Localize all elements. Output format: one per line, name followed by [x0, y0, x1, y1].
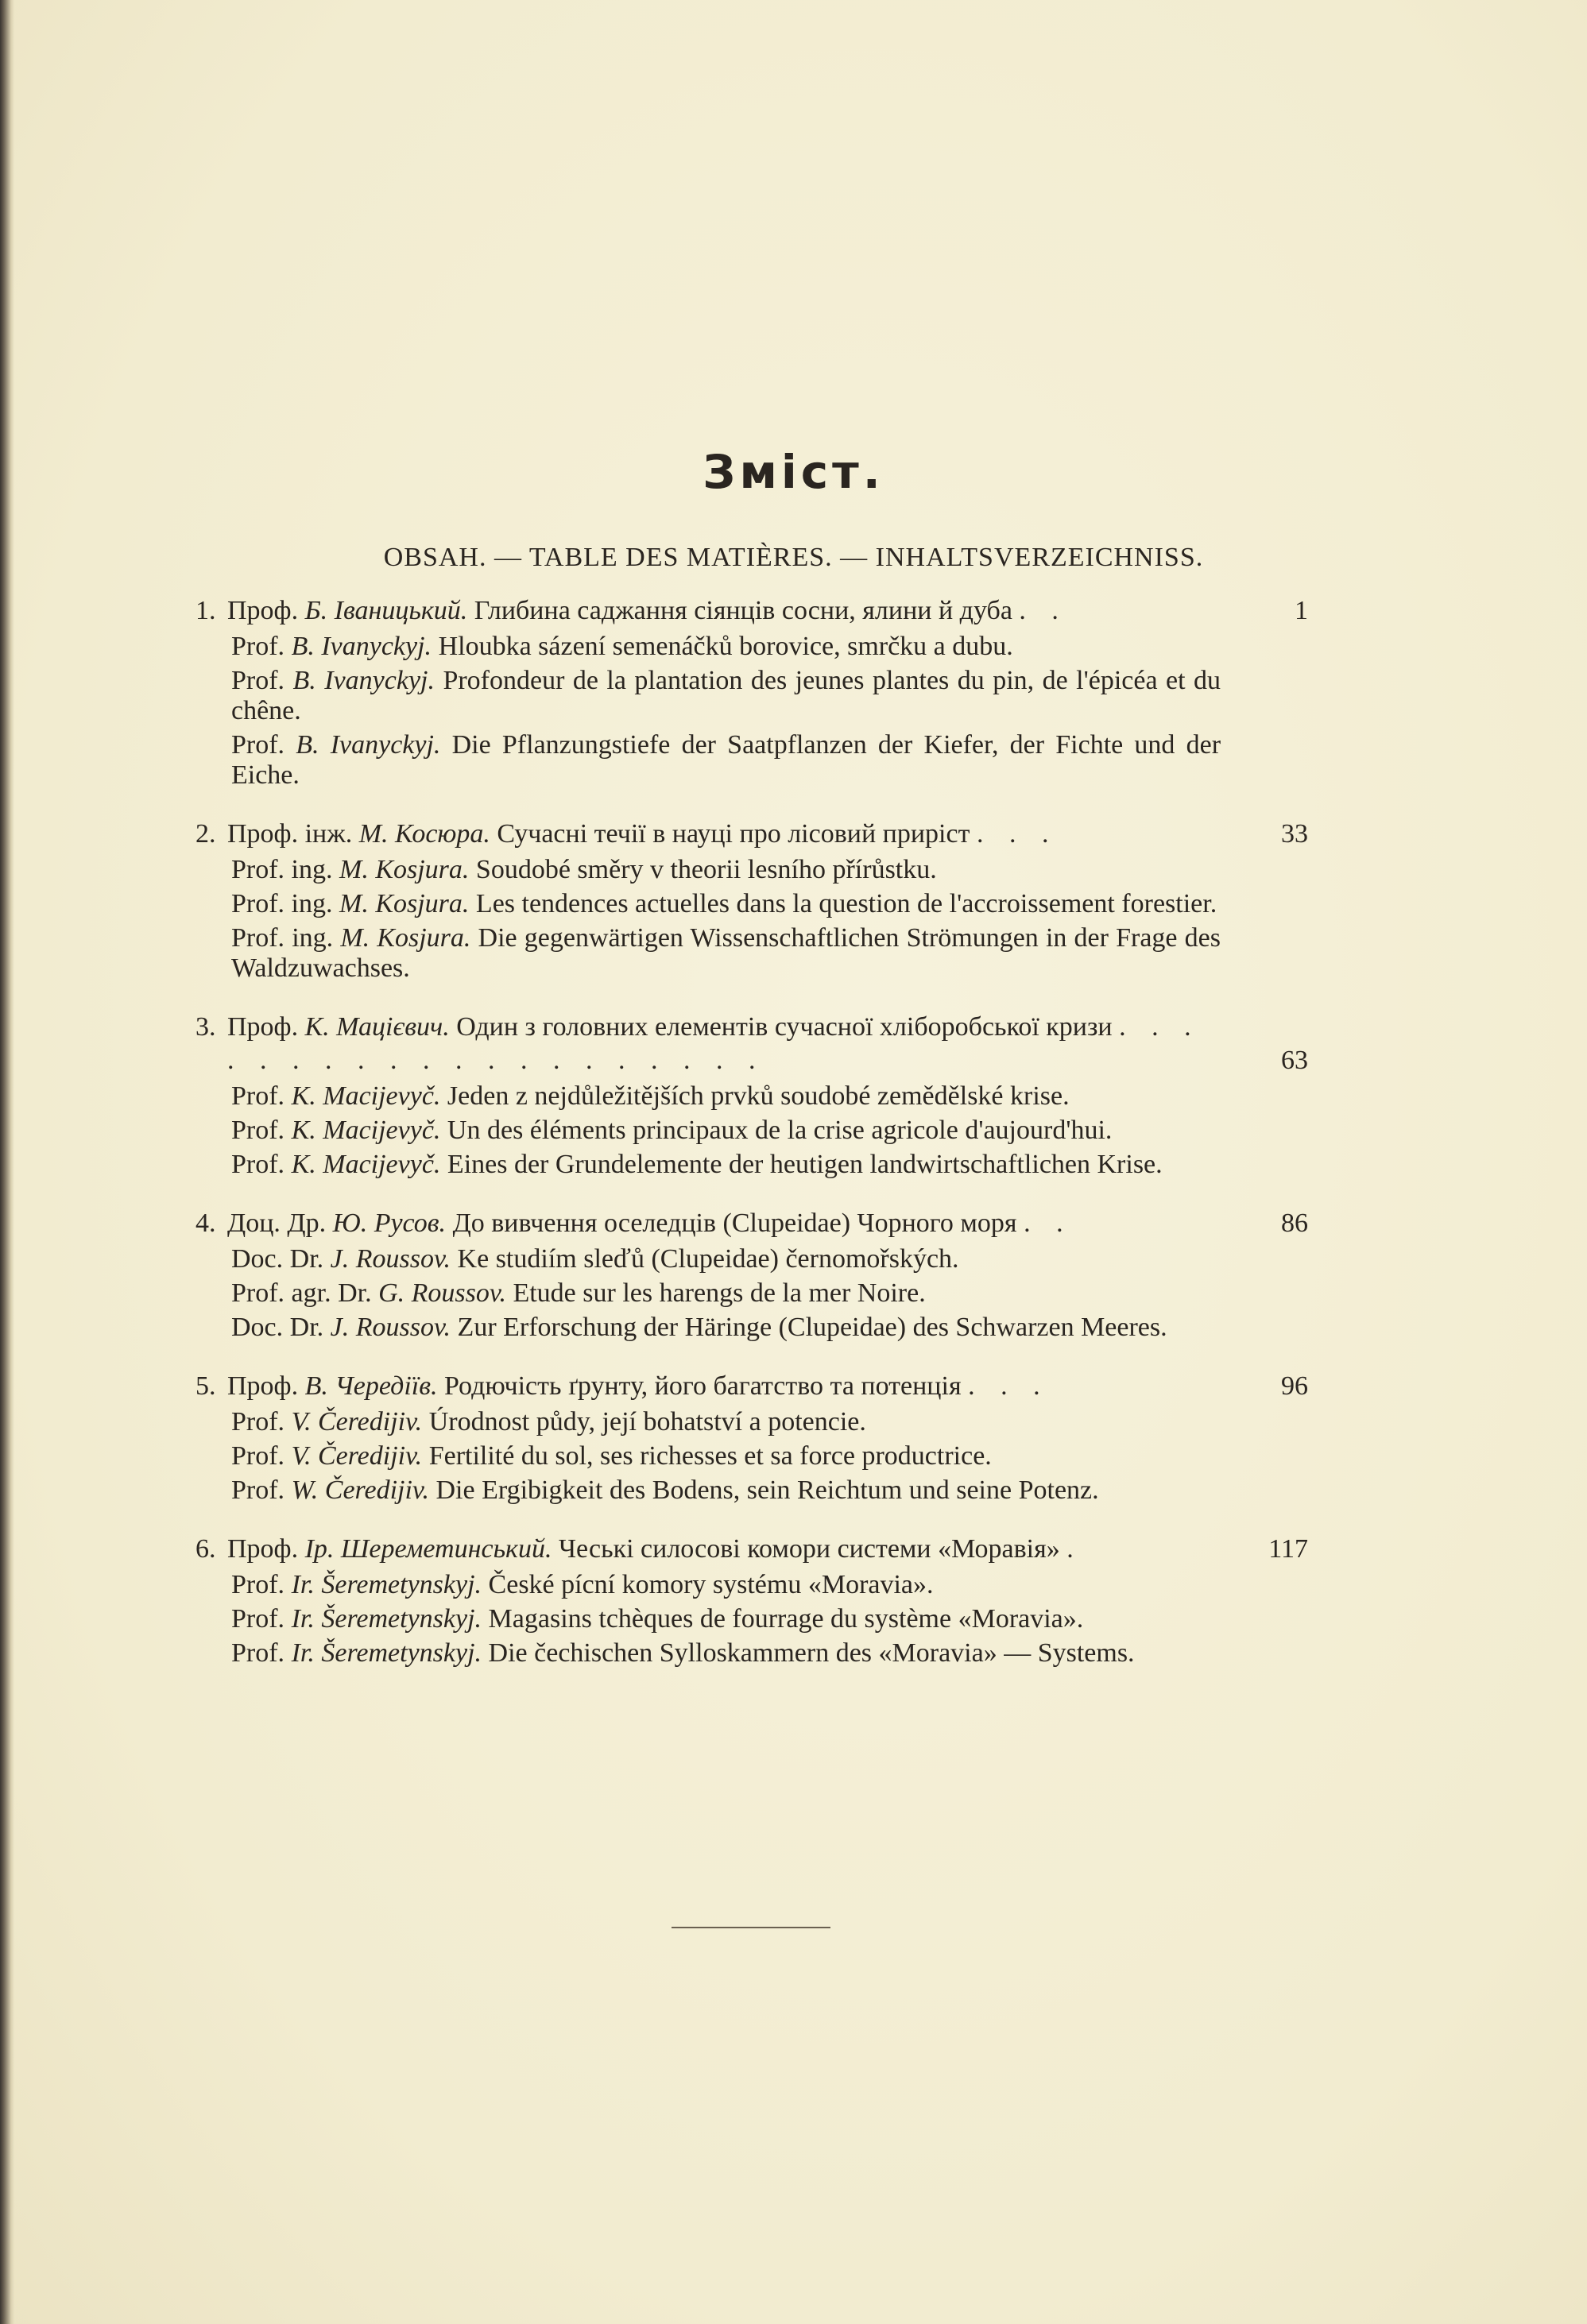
entry-number: 1.: [195, 596, 216, 625]
page-number: 63: [1281, 1046, 1308, 1075]
author-prefix: Проф.: [227, 1371, 299, 1401]
translated-title: Fertilité du sol, ses richesses et sa force productrice.: [428, 1441, 992, 1471]
translation-line: [195, 730, 1308, 791]
translation-line: [195, 889, 1308, 919]
translated-title: České pícní komory systému «Moravia».: [488, 1570, 934, 1599]
leader-dots: . .: [1024, 1208, 1073, 1238]
translation-line: [195, 1081, 1308, 1112]
entry-title: Один з головних елементів сучасної хліборобської кризи: [456, 1012, 1113, 1042]
author-name: Ір. Шереметинський.: [304, 1534, 552, 1564]
translated-title: Hloubka sázení semenáčků borovice, smrčku a dubu.: [438, 632, 1013, 661]
page-number: 1: [1295, 596, 1308, 625]
page-number: 117: [1268, 1534, 1308, 1564]
author-name: M. Kosjura.: [340, 923, 471, 953]
author-name: K. Macijevyč.: [291, 1116, 441, 1145]
author-name: Ir. Šeremetynskyj.: [291, 1604, 482, 1634]
translation-line: [195, 1278, 1308, 1309]
translation-line: [195, 1638, 1308, 1669]
author-name: M. Kosjura.: [339, 855, 470, 884]
page-title: Зміст.: [703, 445, 884, 499]
author-name: J. Roussov.: [330, 1313, 451, 1342]
author-prefix: Prof. ing.: [231, 889, 333, 918]
translation-line: [195, 1407, 1308, 1437]
translated-title: Jeden z nejdůležitějších prvků soudobé zemědělské krise.: [447, 1081, 1070, 1111]
author-prefix: Проф.: [227, 1534, 299, 1564]
author-name: J. Roussov.: [330, 1244, 451, 1274]
table-of-contents: [195, 594, 1308, 1696]
leader-dots: .: [1066, 1534, 1083, 1564]
toc-entry: [195, 1533, 1308, 1669]
author-prefix: Prof.: [231, 632, 285, 661]
translated-title: Die gegenwärtigen Wissenschaftlichen Strömungen in der Frage des Waldzuwachses.: [231, 923, 1221, 983]
author-name: М. Косюра.: [358, 819, 490, 849]
entry-title: Чеські силосові комори системи «Моравія»: [558, 1534, 1060, 1564]
toc-entry: [195, 594, 1308, 791]
translation-line: [195, 855, 1308, 885]
author-name: B. Ivanyckyj.: [292, 666, 435, 695]
translated-title: Un des éléments principaux de la crise agricole d'aujourd'hui.: [447, 1116, 1113, 1145]
author-prefix: Доц. Др.: [227, 1208, 327, 1238]
author-name: В. Чередіїв.: [304, 1371, 438, 1401]
entry-number: 4.: [195, 1208, 216, 1238]
author-name: V. Čeredijiv.: [291, 1407, 423, 1437]
author-prefix: Prof.: [231, 1150, 285, 1179]
translation-line: [195, 1313, 1308, 1343]
entry-primary-line[interactable]: [195, 594, 1308, 628]
author-prefix: Prof. agr. Dr.: [231, 1278, 372, 1308]
entry-number: 3.: [195, 1012, 216, 1042]
author-prefix: Prof. ing.: [231, 855, 333, 884]
toc-entry: [195, 1207, 1308, 1343]
author-name: G. Roussov.: [378, 1278, 506, 1308]
author-name: Ir. Šeremetynskyj.: [291, 1638, 482, 1668]
translation-line: [195, 1604, 1308, 1634]
entry-primary-line[interactable]: [195, 1370, 1308, 1403]
entry-primary-line[interactable]: [195, 1011, 1308, 1077]
author-name: W. Čeredijiv.: [291, 1475, 429, 1505]
translated-title: Die čechischen Sylloskammern des «Moravia» — Systems.: [488, 1638, 1135, 1668]
translated-title: Profondeur de la plantation des jeunes plantes du pin, de l'épicéa et du chêne.: [231, 666, 1221, 725]
author-name: K. Macijevyč.: [291, 1150, 441, 1179]
leader-dots: . . . . . . . . . . . . . . . . . . . .: [227, 1012, 1201, 1075]
author-prefix: Doc. Dr.: [231, 1313, 324, 1342]
author-name: Б. Іваницький.: [304, 596, 468, 625]
author-prefix: Проф. інж.: [227, 819, 353, 849]
author-name: К. Мацієвич.: [304, 1012, 450, 1042]
translation-line: [195, 1150, 1308, 1180]
author-prefix: Prof.: [231, 1570, 285, 1599]
translated-title: Magasins tchèques de fourrage du système «Moravia».: [488, 1604, 1084, 1634]
entry-primary-line[interactable]: [195, 818, 1308, 851]
author-prefix: Prof.: [231, 666, 285, 695]
author-name: M. Kosjura.: [339, 889, 470, 918]
translated-title: Die Pflanzungstiefe der Saatpflanzen der Kiefer, der Fichte und der Eiche.: [231, 730, 1221, 790]
translated-title: Úrodnost půdy, její bohatství a potencie.: [428, 1407, 866, 1437]
entry-number: 2.: [195, 819, 216, 849]
translated-title: Etude sur les harengs de la mer Noire.: [513, 1278, 926, 1308]
author-name: V. Čeredijiv.: [291, 1441, 423, 1471]
author-prefix: Prof.: [231, 1081, 285, 1111]
toc-entry: [195, 1370, 1308, 1506]
entry-title: Сучасні течії в науці про лісовий приріст: [497, 819, 970, 849]
author-prefix: Проф.: [227, 596, 299, 625]
translation-line: [195, 666, 1308, 726]
entry-title: Глибина саджання сіянців сосни, ялини й дуба: [474, 596, 1012, 625]
translated-title: Die Ergibigkeit des Bodens, sein Reichtum und seine Potenz.: [435, 1475, 1099, 1505]
entry-number: 6.: [195, 1534, 216, 1564]
author-prefix: Prof.: [231, 1638, 285, 1668]
translation-line: [195, 1244, 1308, 1274]
author-prefix: Prof.: [231, 1475, 285, 1505]
author-prefix: Prof.: [231, 1116, 285, 1145]
translated-title: Ke studiím sleďů (Clupeidae) černomořských.: [457, 1244, 959, 1274]
closing-rule: [672, 1927, 830, 1928]
leader-dots: . . .: [976, 819, 1059, 849]
author-prefix: Prof.: [231, 1604, 285, 1634]
leader-dots: . .: [1019, 596, 1068, 625]
author-name: K. Macijevyč.: [291, 1081, 441, 1111]
translation-line: [195, 1475, 1308, 1506]
translation-line: [195, 1570, 1308, 1600]
page-subtitle: OBSAH. — TABLE DES MATIÈRES. — INHALTSVERZEICHNISS.: [383, 543, 1204, 572]
author-prefix: Prof.: [231, 1441, 285, 1471]
translated-title: Eines der Grundelemente der heutigen landwirtschaftlichen Krise.: [447, 1150, 1163, 1179]
book-spine-edge: [0, 0, 14, 2324]
author-name: B. Ivanyckyj.: [291, 632, 432, 661]
translated-title: Les tendences actuelles dans la question de l'accroissement forestier.: [475, 889, 1217, 918]
translation-line: [195, 1116, 1308, 1146]
translation-line: [195, 1441, 1308, 1471]
translation-line: [195, 923, 1308, 984]
leader-dots: . . .: [968, 1371, 1050, 1401]
translated-title: Zur Erforschung der Häringe (Clupeidae) des Schwarzen Meeres.: [457, 1313, 1167, 1342]
entry-number: 5.: [195, 1371, 216, 1401]
page-number: 96: [1281, 1371, 1308, 1401]
page-number: 33: [1281, 819, 1308, 849]
entry-primary-line[interactable]: [195, 1207, 1308, 1240]
toc-entry: [195, 1011, 1308, 1180]
entry-title: До вивчення оселедців (Clupeidae) Чорного моря: [452, 1208, 1017, 1238]
author-prefix: Проф.: [227, 1012, 299, 1042]
translated-title: Soudobé směry v theorii lesního přírůstku.: [475, 855, 937, 884]
translation-line: [195, 632, 1308, 662]
author-prefix: Prof. ing.: [231, 923, 334, 953]
author-prefix: Prof.: [231, 1407, 285, 1437]
entry-title: Родючість ґрунту, його багатство та потенція: [443, 1371, 962, 1401]
toc-entry: [195, 818, 1308, 984]
page-number: 86: [1281, 1208, 1308, 1238]
author-prefix: Prof.: [231, 730, 285, 760]
entry-primary-line[interactable]: [195, 1533, 1308, 1566]
author-name: Ю. Русов.: [332, 1208, 447, 1238]
author-name: B. Ivanyckyj.: [296, 730, 441, 760]
author-prefix: Doc. Dr.: [231, 1244, 324, 1274]
author-name: Ir. Šeremetynskyj.: [291, 1570, 482, 1599]
